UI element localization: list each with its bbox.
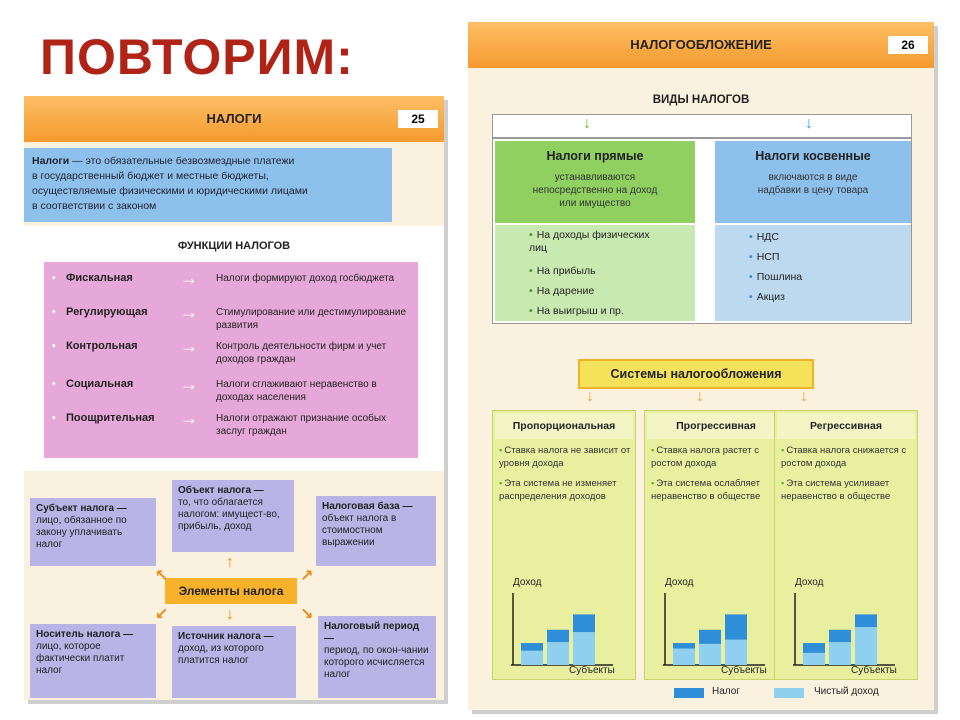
system-progressive — [644, 410, 788, 680]
list-item: • Пошлина — [749, 271, 803, 283]
tax-bar — [699, 630, 721, 644]
bullet-icon: • — [52, 341, 56, 352]
tax-bar — [673, 643, 695, 649]
system-point: • Эта система не изменяет распределения доходов — [499, 478, 617, 502]
arrow-down-left-icon: ↙ — [155, 606, 169, 623]
period-box — [318, 616, 436, 698]
arrow-down-icon: ↓ — [800, 388, 808, 405]
chart-xlabel: Субъекты — [721, 665, 767, 676]
arrow-right-icon: → — [180, 374, 198, 394]
period-term: Налоговый период — — [324, 621, 420, 644]
base-term: Налоговая база — — [322, 501, 413, 512]
indirect-subtitle-line: включаются в виде — [768, 172, 858, 183]
tax-bar — [547, 630, 569, 642]
function-row — [52, 336, 412, 374]
subject-desc: лицо, обязанное по закону уплачивать налог — [36, 515, 127, 550]
carrier-term: Носитель налога — — [36, 629, 134, 640]
arrow-up-right-icon: ↗ — [300, 568, 314, 585]
arrow-down-icon: ↓ — [696, 388, 704, 405]
bullet-icon: • — [52, 379, 56, 390]
function-desc: Контроль деятельности фирм и учет доходов граждан — [216, 341, 387, 365]
left-header — [24, 96, 444, 142]
indirect-item: Пошлина — [756, 271, 803, 283]
indirect-subtitle — [715, 171, 911, 197]
right-page-number: 26 — [888, 36, 928, 54]
system-point-text: Эта система не изменяет распределения доходов — [499, 478, 617, 502]
subject-term: Субъект налога — — [36, 503, 127, 514]
system-point-text: Эта система ослабляет неравенство в обществе — [651, 478, 761, 502]
function-name: Фискальная — [66, 272, 133, 284]
list-item: • НСП — [749, 251, 780, 263]
function-desc: Налоги сглаживают неравенство в доходах населения — [216, 379, 377, 403]
chart-bars — [803, 614, 877, 665]
arrow-right-icon: → — [180, 336, 198, 356]
types-bar — [493, 115, 911, 139]
chart-ylabel: Доход — [665, 577, 694, 588]
function-row — [52, 408, 412, 446]
function-name: Контрольная — [66, 340, 138, 352]
function-name: Поощрительная — [66, 412, 155, 424]
function-row — [52, 302, 412, 340]
bullet-icon: • — [52, 307, 56, 318]
indirect-item: НДС — [756, 231, 779, 243]
income-chart-proportional — [493, 571, 637, 681]
legend-tax-swatch — [674, 688, 704, 698]
chart-bars — [673, 614, 747, 665]
indirect-subtitle-line: надбавки в цену товара — [757, 185, 869, 196]
arrow-down-icon: ↓ — [583, 115, 591, 132]
arrow-down-right-icon: ↘ — [300, 606, 314, 623]
indirect-item: Акциз — [756, 291, 785, 303]
function-row — [52, 268, 412, 306]
chart-bars — [521, 614, 595, 665]
left-header-title: НАЛОГИ — [206, 111, 262, 126]
right-header-title: НАЛОГООБЛОЖЕНИЕ — [630, 37, 772, 52]
function-name: Регулирующая — [66, 306, 148, 318]
object-box — [172, 480, 294, 552]
direct-subtitle — [495, 171, 695, 210]
base-box — [316, 496, 436, 566]
list-item: • На доходы физических лиц — [529, 229, 650, 254]
function-desc: Налоги формируют доход госбюджета — [216, 273, 395, 284]
system-point: • Эта система усиливает неравенство в обществе — [781, 478, 891, 502]
legend-tax-label: Налог — [712, 686, 740, 697]
carrier-desc: лицо, которое фактически платит налог — [36, 641, 125, 676]
system-points — [499, 445, 633, 503]
function-desc: Налоги отражают признание особых заслуг граждан — [216, 413, 387, 437]
system-point: • Ставка налога снижается с ростом дохода — [781, 445, 907, 469]
source-desc: доход, из которого платится налог — [178, 643, 264, 666]
arrow-right-icon: → — [180, 268, 198, 288]
legend-net-swatch — [774, 688, 804, 698]
tax-bar — [725, 614, 747, 639]
object-term: Объект налога — — [178, 485, 264, 496]
indirect-list — [715, 225, 911, 321]
system-proportional — [492, 410, 636, 680]
system-name: Пропорциональная — [495, 413, 633, 439]
system-point: • Эта система ослабляет неравенство в обществе — [651, 478, 761, 502]
system-point-text: Ставка налога не зависит от уровня дохода — [499, 445, 631, 469]
definition-line-1: Налоги — это обязательные безвозмездные платежи — [32, 155, 295, 167]
direct-item: На доходы физических лиц — [529, 229, 650, 254]
definition-line-2: в государственный бюджет и местные бюджеты, — [32, 170, 269, 182]
chart-ylabel: Доход — [795, 577, 824, 588]
indirect-taxes — [715, 141, 911, 223]
system-point-text: Эта система усиливает неравенство в обществе — [781, 478, 891, 502]
indirect-title: Налоги косвенные — [755, 149, 871, 163]
source-box — [172, 626, 296, 698]
tax-bar — [521, 643, 543, 651]
left-page-number: 25 — [398, 110, 438, 128]
tax-definition — [24, 148, 392, 222]
list-item: • На дарение — [529, 285, 595, 297]
net-income-bar — [725, 640, 747, 665]
direct-title: Налоги прямые — [546, 149, 644, 163]
net-income-bar — [573, 632, 595, 665]
system-name: Регрессивная — [777, 413, 915, 439]
right-page — [468, 22, 934, 710]
indirect-item: НСП — [756, 251, 780, 263]
direct-list — [495, 225, 695, 321]
net-income-bar — [673, 649, 695, 666]
elements-center: Элементы налога — [165, 578, 297, 604]
left-page — [24, 96, 444, 700]
direct-subtitle-line: устанавливаются — [554, 172, 636, 183]
tax-bar — [829, 630, 851, 642]
direct-item: На прибыль — [536, 265, 596, 277]
arrow-down-icon: ↓ — [226, 606, 234, 623]
definition-line-4: в соответствии с законом — [32, 200, 157, 212]
bullet-icon: • — [52, 413, 56, 424]
page-title: ПОВТОРИМ: — [40, 29, 354, 85]
types-title: ВИДЫ НАЛОГОВ — [652, 94, 750, 106]
tax-bar — [855, 614, 877, 627]
net-income-bar — [521, 651, 543, 665]
arrow-right-icon: → — [180, 302, 198, 322]
net-income-bar — [803, 653, 825, 665]
function-desc: Стимулирование или дестимулирование развития — [216, 307, 406, 331]
period-desc: период, по окон-чании которого исчисляется налог — [324, 645, 429, 680]
arrow-up-left-icon: ↖ — [155, 568, 169, 585]
list-item: • НДС — [749, 231, 779, 243]
system-point: • Ставка налога растет с ростом дохода — [651, 445, 759, 469]
function-name: Социальная — [66, 378, 134, 390]
system-regressive — [774, 410, 918, 680]
source-term: Источник налога — — [178, 631, 274, 642]
direct-item: На выигрыш и пр. — [536, 305, 624, 317]
legend-net-label: Чистый доход — [814, 686, 879, 697]
system-name: Прогрессивная — [647, 413, 785, 439]
arrow-up-icon: ↑ — [226, 554, 234, 571]
systems-title: Системы налогообложения — [578, 359, 814, 389]
net-income-bar — [699, 644, 721, 665]
right-header — [468, 22, 934, 68]
net-income-bar — [855, 627, 877, 665]
types-box — [492, 114, 912, 324]
direct-subtitle-line: непосредственно на доход — [532, 185, 658, 196]
chart-ylabel: Доход — [513, 577, 542, 588]
chart-xlabel: Субъекты — [569, 665, 615, 676]
income-chart-progressive — [645, 571, 789, 681]
system-point: • Ставка налога не зависит от уровня дохода — [499, 445, 631, 469]
net-income-bar — [829, 642, 851, 665]
definition-line-3: осуществляемые физическими и юридическими лицами — [32, 185, 308, 197]
direct-taxes — [495, 141, 695, 223]
system-points — [651, 445, 785, 503]
tax-bar — [573, 614, 595, 632]
system-points — [781, 445, 915, 503]
functions-box — [24, 226, 444, 471]
net-income-bar — [547, 642, 569, 665]
list-item: • На выигрыш и пр. — [529, 305, 624, 317]
subject-box — [30, 498, 156, 566]
arrow-down-icon: ↓ — [586, 388, 594, 405]
system-point-text: Ставка налога снижается с ростом дохода — [781, 445, 907, 469]
direct-item: На дарение — [536, 285, 595, 297]
list-item: • На прибыль — [529, 265, 596, 277]
functions-title: ФУНКЦИИ НАЛОГОВ — [177, 240, 291, 252]
arrow-down-icon: ↓ — [805, 115, 813, 132]
tax-bar — [803, 643, 825, 653]
base-desc: объект налога в стоимостном выражении — [322, 513, 397, 548]
functions-list — [44, 262, 418, 458]
function-row — [52, 374, 412, 412]
object-desc: то, что облагается налогом: имущест-во, прибыль, доход — [178, 497, 280, 532]
income-chart-regressive — [775, 571, 919, 681]
bullet-icon: • — [52, 273, 56, 284]
carrier-box — [30, 624, 156, 698]
arrow-right-icon: → — [180, 408, 198, 428]
chart-xlabel: Субъекты — [851, 665, 897, 676]
system-point-text: Ставка налога растет с ростом дохода — [651, 445, 759, 469]
list-item: • Акциз — [749, 291, 785, 303]
direct-subtitle-line: или имущество — [559, 198, 631, 209]
definition-term: Налоги — [32, 155, 70, 167]
